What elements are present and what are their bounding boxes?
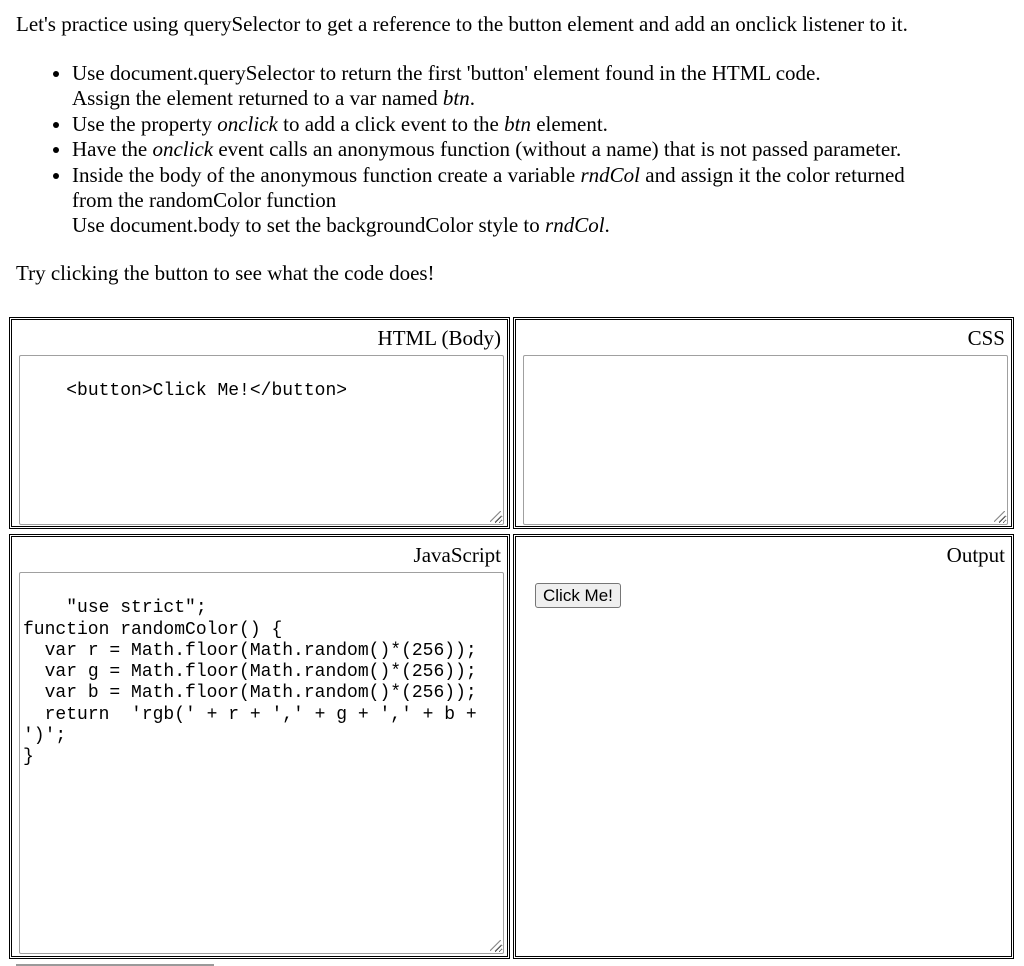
css-panel: [513, 317, 1014, 529]
html-editor[interactable]: [19, 355, 504, 525]
js-panel: [9, 534, 510, 959]
output-panel: [513, 534, 1014, 959]
html-editor-code: <button>Click Me!</button>: [66, 381, 348, 402]
js-panel-title: JavaScript: [413, 543, 501, 567]
css-panel-title: CSS: [967, 326, 1005, 350]
html-panel: [9, 317, 510, 529]
js-editor-code: "use strict"; function randomColor() { var r = Math.floor(Math.random()*(256)); var g = Math.floor(Math.random()*(256)); var b = Math.floor(Math.random()*(256)); return 'rgb(' + r + ',' + g + ',' + b + ')'; }: [23, 598, 477, 768]
resize-grip-icon[interactable]: [490, 511, 501, 522]
click-me-button[interactable]: Click Me!: [535, 583, 621, 608]
output-panel-title: Output: [946, 543, 1005, 567]
instruction-item: • Inside the body of the anonymous function create a variable rndCol and assign it the color returned from the randomColor function Use document.body to set the backgroundColor style to rndCol.: [72, 163, 1012, 239]
instruction-item: • Have the onclick event calls an anonymous function (without a name) that is not passed parameter.: [72, 137, 1012, 162]
resize-grip-icon[interactable]: [994, 511, 1005, 522]
resize-grip-icon[interactable]: [490, 940, 501, 951]
intro-text: Let's practice using querySelector to get a reference to the button element and add an onclick listener to it.: [16, 12, 908, 36]
instruction-item: • Use the property onclick to add a click event to the btn element.: [72, 112, 1012, 137]
instruction-item: • Use document.querySelector to return the first 'button' element found in the HTML code. Assign the element returned to a var named btn.: [72, 61, 1012, 112]
html-panel-title: HTML (Body): [377, 326, 501, 350]
css-editor[interactable]: [523, 355, 1008, 525]
instruction-list: [16, 61, 1012, 239]
js-editor[interactable]: [19, 572, 504, 954]
try-text: Try clicking the button to see what the code does!: [16, 261, 435, 285]
